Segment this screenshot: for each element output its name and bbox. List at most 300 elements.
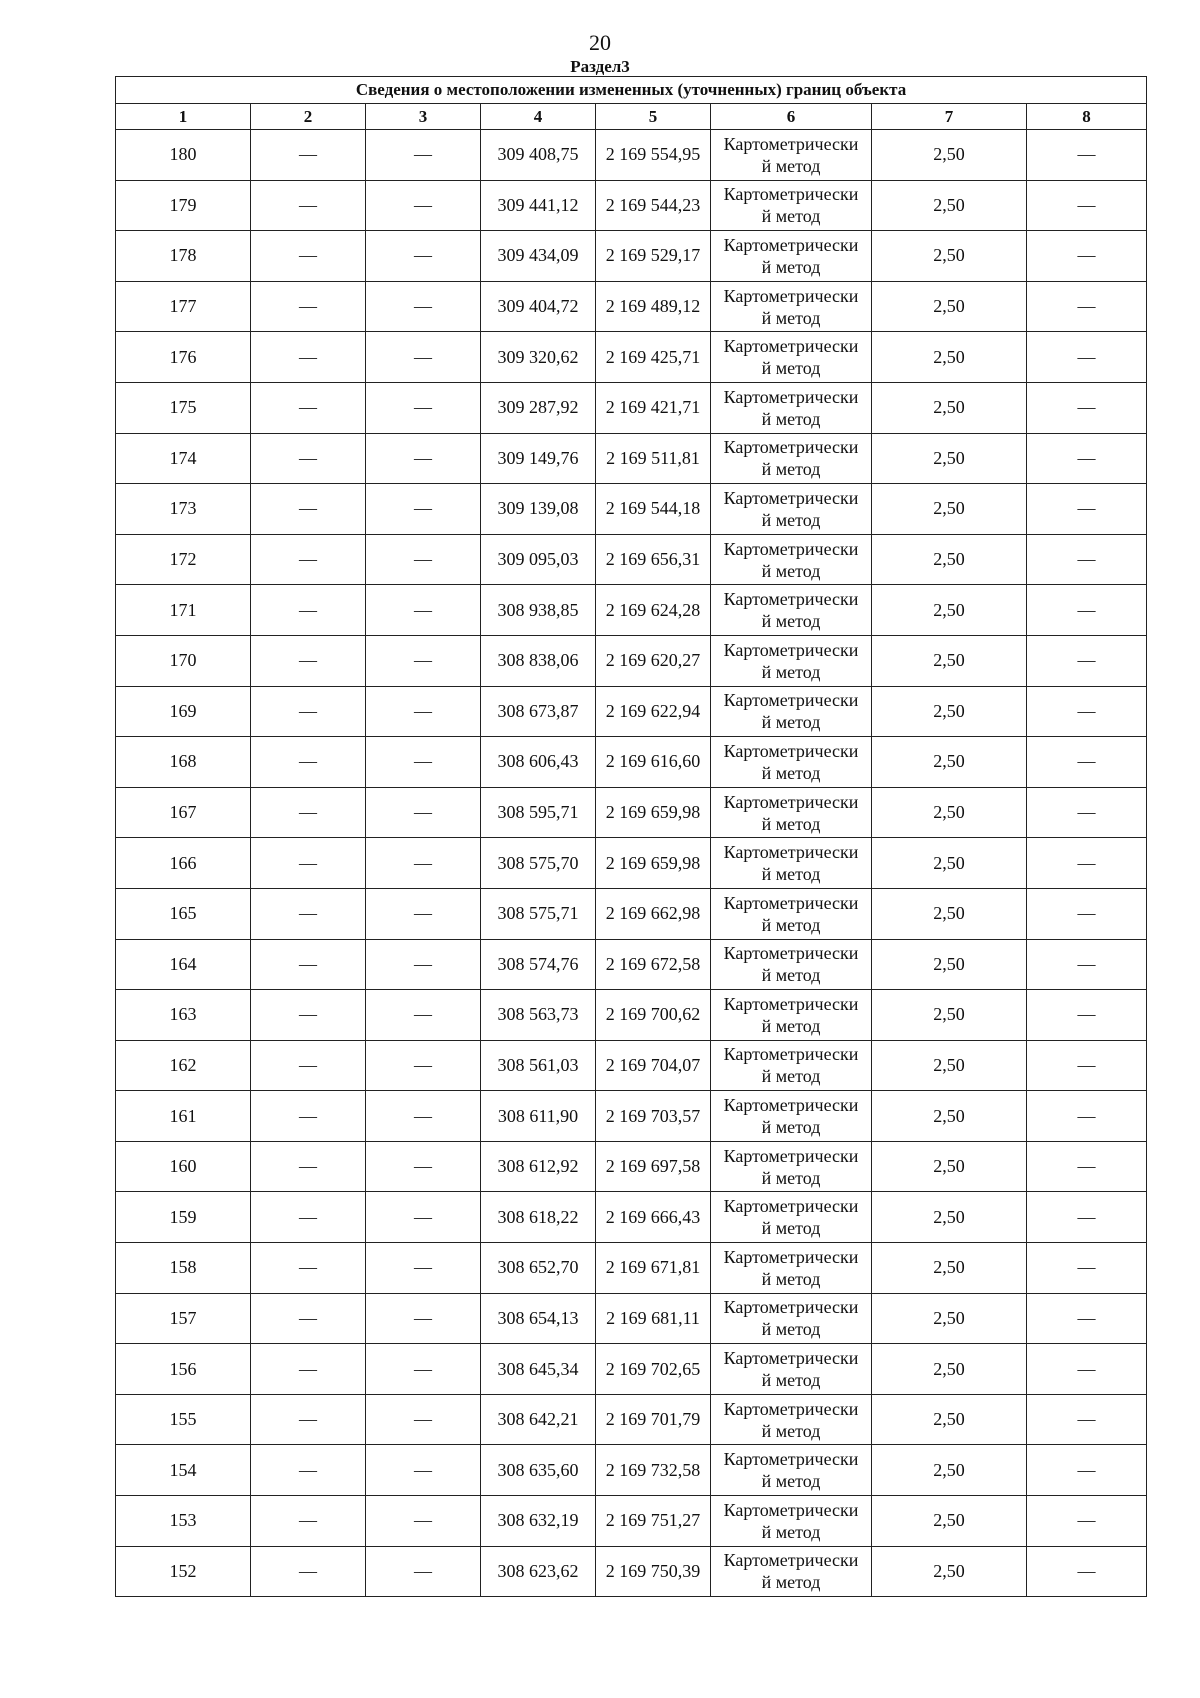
table-row <box>116 1040 1147 1091</box>
y-coordinate-cell: 2 169 751,27 <box>596 1496 711 1547</box>
dash-cell: — <box>251 1344 366 1395</box>
method-line-1: Картометрически <box>723 437 859 458</box>
table-row <box>116 1091 1147 1142</box>
dash-cell: — <box>1027 1243 1147 1294</box>
table-row <box>116 180 1147 231</box>
method-cell <box>711 281 872 332</box>
dash-cell: — <box>251 990 366 1041</box>
method-line-2: й метод <box>761 1066 821 1087</box>
dash-cell: — <box>1027 838 1147 889</box>
accuracy-cell: 2,50 <box>872 939 1027 990</box>
method-cell <box>711 332 872 383</box>
dash-cell: — <box>366 1192 481 1243</box>
accuracy-cell: 2,50 <box>872 1546 1027 1597</box>
dash-cell: — <box>251 838 366 889</box>
y-coordinate-cell: 2 169 702,65 <box>596 1344 711 1395</box>
dash-cell: — <box>1027 635 1147 686</box>
accuracy-cell: 2,50 <box>872 888 1027 939</box>
accuracy-cell: 2,50 <box>872 1344 1027 1395</box>
table-row <box>116 130 1147 181</box>
dash-cell: — <box>366 332 481 383</box>
dash-cell: — <box>251 1243 366 1294</box>
method-line-2: й метод <box>761 358 821 379</box>
accuracy-cell: 2,50 <box>872 433 1027 484</box>
method-line-2: й метод <box>761 712 821 733</box>
method-line-1: Картометрически <box>723 892 859 913</box>
method-cell <box>711 484 872 535</box>
accuracy-cell: 2,50 <box>872 1091 1027 1142</box>
dash-cell: — <box>1027 1091 1147 1142</box>
method-line-2: й метод <box>761 914 821 935</box>
method-line-2: й метод <box>761 661 821 682</box>
method-line-1: Картометрически <box>723 1297 859 1318</box>
dash-cell: — <box>366 1445 481 1496</box>
method-line-1: Картометрически <box>723 487 859 508</box>
x-coordinate-cell: 308 652,70 <box>481 1243 596 1294</box>
x-coordinate-cell: 308 563,73 <box>481 990 596 1041</box>
dash-cell: — <box>251 382 366 433</box>
dash-cell: — <box>251 939 366 990</box>
x-coordinate-cell: 309 408,75 <box>481 130 596 181</box>
method-line-1: Картометрически <box>723 943 859 964</box>
method-line-1: Картометрически <box>723 740 859 761</box>
point-number-cell: 160 <box>116 1141 251 1192</box>
table-row <box>116 1141 1147 1192</box>
method-line-2: й метод <box>761 1521 821 1542</box>
method-line-2: й метод <box>761 611 821 632</box>
accuracy-cell: 2,50 <box>872 484 1027 535</box>
accuracy-cell: 2,50 <box>872 382 1027 433</box>
method-line-1: Картометрически <box>723 1095 859 1116</box>
dash-cell: — <box>1027 332 1147 383</box>
method-cell <box>711 1394 872 1445</box>
dash-cell: — <box>366 838 481 889</box>
column-header: 5 <box>596 104 711 130</box>
method-line-1: Картометрически <box>723 336 859 357</box>
dash-cell: — <box>366 888 481 939</box>
point-number-cell: 175 <box>116 382 251 433</box>
dash-cell: — <box>366 787 481 838</box>
point-number-cell: 173 <box>116 484 251 535</box>
y-coordinate-cell: 2 169 544,18 <box>596 484 711 535</box>
method-cell <box>711 433 872 484</box>
method-cell <box>711 130 872 181</box>
page-number: 20 <box>589 30 611 55</box>
accuracy-cell: 2,50 <box>872 231 1027 282</box>
accuracy-cell: 2,50 <box>872 1394 1027 1445</box>
dash-cell: — <box>1027 1394 1147 1445</box>
point-number-cell: 158 <box>116 1243 251 1294</box>
dash-cell: — <box>366 686 481 737</box>
point-number-cell: 155 <box>116 1394 251 1445</box>
dash-cell: — <box>251 888 366 939</box>
method-cell <box>711 1445 872 1496</box>
dash-cell: — <box>366 130 481 181</box>
dash-cell: — <box>251 433 366 484</box>
x-coordinate-cell: 308 623,62 <box>481 1546 596 1597</box>
method-line-1: Картометрически <box>723 1044 859 1065</box>
point-number-cell: 172 <box>116 534 251 585</box>
dash-cell: — <box>251 635 366 686</box>
y-coordinate-cell: 2 169 701,79 <box>596 1394 711 1445</box>
x-coordinate-cell: 308 611,90 <box>481 1091 596 1142</box>
method-line-2: й метод <box>761 1117 821 1138</box>
y-coordinate-cell: 2 169 666,43 <box>596 1192 711 1243</box>
x-coordinate-cell: 309 139,08 <box>481 484 596 535</box>
dash-cell: — <box>251 737 366 788</box>
accuracy-cell: 2,50 <box>872 585 1027 636</box>
point-number-cell: 179 <box>116 180 251 231</box>
dash-cell: — <box>251 787 366 838</box>
dash-cell: — <box>1027 990 1147 1041</box>
method-cell <box>711 231 872 282</box>
point-number-cell: 170 <box>116 635 251 686</box>
y-coordinate-cell: 2 169 616,60 <box>596 737 711 788</box>
dash-cell: — <box>1027 787 1147 838</box>
method-line-2: й метод <box>761 762 821 783</box>
y-coordinate-cell: 2 169 681,11 <box>596 1293 711 1344</box>
x-coordinate-cell: 309 320,62 <box>481 332 596 383</box>
dash-cell: — <box>1027 686 1147 737</box>
x-coordinate-cell: 308 561,03 <box>481 1040 596 1091</box>
dash-cell: — <box>366 231 481 282</box>
dash-cell: — <box>1027 1192 1147 1243</box>
point-number-cell: 167 <box>116 787 251 838</box>
column-header: 8 <box>1027 104 1147 130</box>
dash-cell: — <box>1027 1344 1147 1395</box>
dash-cell: — <box>251 1040 366 1091</box>
dash-cell: — <box>1027 433 1147 484</box>
point-number-cell: 177 <box>116 281 251 332</box>
y-coordinate-cell: 2 169 732,58 <box>596 1445 711 1496</box>
method-line-1: Картометрически <box>723 538 859 559</box>
dash-cell: — <box>366 585 481 636</box>
dash-cell: — <box>366 1141 481 1192</box>
method-line-2: й метод <box>761 256 821 277</box>
x-coordinate-cell: 308 612,92 <box>481 1141 596 1192</box>
y-coordinate-cell: 2 169 672,58 <box>596 939 711 990</box>
table-row <box>116 888 1147 939</box>
dash-cell: — <box>366 990 481 1041</box>
table-row <box>116 484 1147 535</box>
y-coordinate-cell: 2 169 671,81 <box>596 1243 711 1294</box>
point-number-cell: 176 <box>116 332 251 383</box>
table-row <box>116 332 1147 383</box>
method-cell <box>711 737 872 788</box>
method-line-2: й метод <box>761 1268 821 1289</box>
method-line-1: Картометрически <box>723 1348 859 1369</box>
table-row <box>116 787 1147 838</box>
column-header: 6 <box>711 104 872 130</box>
dash-cell: — <box>366 737 481 788</box>
point-number-cell: 159 <box>116 1192 251 1243</box>
y-coordinate-cell: 2 169 659,98 <box>596 787 711 838</box>
point-number-cell: 180 <box>116 130 251 181</box>
table-row <box>116 534 1147 585</box>
y-coordinate-cell: 2 169 554,95 <box>596 130 711 181</box>
method-line-1: Картометрически <box>723 1499 859 1520</box>
point-number-cell: 169 <box>116 686 251 737</box>
y-coordinate-cell: 2 169 544,23 <box>596 180 711 231</box>
x-coordinate-cell: 309 404,72 <box>481 281 596 332</box>
y-coordinate-cell: 2 169 704,07 <box>596 1040 711 1091</box>
method-line-2: й метод <box>761 965 821 986</box>
y-coordinate-cell: 2 169 425,71 <box>596 332 711 383</box>
table-row <box>116 737 1147 788</box>
point-number-cell: 163 <box>116 990 251 1041</box>
column-header: 1 <box>116 104 251 130</box>
point-number-cell: 157 <box>116 1293 251 1344</box>
dash-cell: — <box>1027 1141 1147 1192</box>
accuracy-cell: 2,50 <box>872 1040 1027 1091</box>
method-line-1: Картометрически <box>723 589 859 610</box>
method-cell <box>711 585 872 636</box>
dash-cell: — <box>366 1293 481 1344</box>
boundary-coordinates-table <box>115 76 1147 1597</box>
method-line-2: й метод <box>761 1218 821 1239</box>
method-line-2: й метод <box>761 1167 821 1188</box>
y-coordinate-cell: 2 169 662,98 <box>596 888 711 939</box>
point-number-cell: 174 <box>116 433 251 484</box>
table-row <box>116 281 1147 332</box>
accuracy-cell: 2,50 <box>872 737 1027 788</box>
table-row <box>116 382 1147 433</box>
point-number-cell: 156 <box>116 1344 251 1395</box>
method-line-2: й метод <box>761 1471 821 1492</box>
method-cell <box>711 686 872 737</box>
method-cell <box>711 1091 872 1142</box>
method-cell <box>711 939 872 990</box>
x-coordinate-cell: 309 434,09 <box>481 231 596 282</box>
dash-cell: — <box>251 180 366 231</box>
table-row <box>116 1192 1147 1243</box>
method-cell <box>711 1546 872 1597</box>
dash-cell: — <box>366 1091 481 1142</box>
dash-cell: — <box>366 433 481 484</box>
x-coordinate-cell: 308 575,71 <box>481 888 596 939</box>
x-coordinate-cell: 309 441,12 <box>481 180 596 231</box>
dash-cell: — <box>366 939 481 990</box>
y-coordinate-cell: 2 169 421,71 <box>596 382 711 433</box>
x-coordinate-cell: 308 635,60 <box>481 1445 596 1496</box>
method-cell <box>711 990 872 1041</box>
accuracy-cell: 2,50 <box>872 281 1027 332</box>
table-row <box>116 990 1147 1041</box>
table-row <box>116 838 1147 889</box>
dash-cell: — <box>251 231 366 282</box>
x-coordinate-cell: 308 595,71 <box>481 787 596 838</box>
method-cell <box>711 1293 872 1344</box>
method-cell <box>711 1040 872 1091</box>
method-line-2: й метод <box>761 1370 821 1391</box>
table-row <box>116 231 1147 282</box>
column-header: 3 <box>366 104 481 130</box>
section-title: Раздел3 <box>570 57 630 76</box>
method-line-1: Картометрически <box>723 234 859 255</box>
accuracy-cell: 2,50 <box>872 686 1027 737</box>
accuracy-cell: 2,50 <box>872 130 1027 181</box>
method-line-2: й метод <box>761 1015 821 1036</box>
point-number-cell: 171 <box>116 585 251 636</box>
dash-cell: — <box>1027 1040 1147 1091</box>
dash-cell: — <box>1027 484 1147 535</box>
table-row <box>116 635 1147 686</box>
dash-cell: — <box>251 585 366 636</box>
accuracy-cell: 2,50 <box>872 332 1027 383</box>
dash-cell: — <box>1027 1293 1147 1344</box>
accuracy-cell: 2,50 <box>872 1293 1027 1344</box>
dash-cell: — <box>251 332 366 383</box>
x-coordinate-cell: 308 642,21 <box>481 1394 596 1445</box>
x-coordinate-cell: 309 287,92 <box>481 382 596 433</box>
table-caption: Сведения о местоположении измененных (уточненных) границ объекта <box>116 77 1147 104</box>
dash-cell: — <box>1027 1546 1147 1597</box>
table-row <box>116 1293 1147 1344</box>
dash-cell: — <box>251 1546 366 1597</box>
point-number-cell: 152 <box>116 1546 251 1597</box>
column-header: 4 <box>481 104 596 130</box>
dash-cell: — <box>251 1445 366 1496</box>
method-line-1: Картометрически <box>723 1449 859 1470</box>
x-coordinate-cell: 308 838,06 <box>481 635 596 686</box>
y-coordinate-cell: 2 169 659,98 <box>596 838 711 889</box>
point-number-cell: 161 <box>116 1091 251 1142</box>
method-line-1: Картометрически <box>723 1246 859 1267</box>
dash-cell: — <box>1027 888 1147 939</box>
y-coordinate-cell: 2 169 697,58 <box>596 1141 711 1192</box>
dash-cell: — <box>251 281 366 332</box>
table-row <box>116 1243 1147 1294</box>
x-coordinate-cell: 308 618,22 <box>481 1192 596 1243</box>
method-line-2: й метод <box>761 1319 821 1340</box>
dash-cell: — <box>366 1496 481 1547</box>
dash-cell: — <box>366 1243 481 1294</box>
dash-cell: — <box>1027 281 1147 332</box>
dash-cell: — <box>251 130 366 181</box>
method-cell <box>711 1192 872 1243</box>
dash-cell: — <box>251 1192 366 1243</box>
method-line-1: Картометрически <box>723 1145 859 1166</box>
method-cell <box>711 1243 872 1294</box>
table-row <box>116 433 1147 484</box>
y-coordinate-cell: 2 169 622,94 <box>596 686 711 737</box>
dash-cell: — <box>366 1040 481 1091</box>
method-line-1: Картометрически <box>723 285 859 306</box>
dash-cell: — <box>251 484 366 535</box>
dash-cell: — <box>1027 180 1147 231</box>
accuracy-cell: 2,50 <box>872 180 1027 231</box>
dash-cell: — <box>1027 585 1147 636</box>
dash-cell: — <box>251 1293 366 1344</box>
x-coordinate-cell: 308 645,34 <box>481 1344 596 1395</box>
dash-cell: — <box>366 382 481 433</box>
y-coordinate-cell: 2 169 700,62 <box>596 990 711 1041</box>
accuracy-cell: 2,50 <box>872 534 1027 585</box>
x-coordinate-cell: 308 632,19 <box>481 1496 596 1547</box>
method-line-1: Картометрически <box>723 133 859 154</box>
x-coordinate-cell: 308 654,13 <box>481 1293 596 1344</box>
dash-cell: — <box>1027 1445 1147 1496</box>
point-number-cell: 178 <box>116 231 251 282</box>
table-row <box>116 686 1147 737</box>
point-number-cell: 165 <box>116 888 251 939</box>
dash-cell: — <box>1027 939 1147 990</box>
dash-cell: — <box>1027 737 1147 788</box>
method-line-2: й метод <box>761 1572 821 1593</box>
accuracy-cell: 2,50 <box>872 1243 1027 1294</box>
dash-cell: — <box>1027 534 1147 585</box>
dash-cell: — <box>1027 1496 1147 1547</box>
method-line-1: Картометрически <box>723 1398 859 1419</box>
dash-cell: — <box>1027 231 1147 282</box>
method-line-1: Картометрически <box>723 1196 859 1217</box>
table-row <box>116 1344 1147 1395</box>
method-cell <box>711 635 872 686</box>
dash-cell: — <box>1027 130 1147 181</box>
point-number-cell: 164 <box>116 939 251 990</box>
y-coordinate-cell: 2 169 529,17 <box>596 231 711 282</box>
method-line-1: Картометрически <box>723 184 859 205</box>
dash-cell: — <box>251 1091 366 1142</box>
method-line-2: й метод <box>761 307 821 328</box>
accuracy-cell: 2,50 <box>872 635 1027 686</box>
y-coordinate-cell: 2 169 620,27 <box>596 635 711 686</box>
column-header: 2 <box>251 104 366 130</box>
method-cell <box>711 382 872 433</box>
method-cell <box>711 838 872 889</box>
method-cell <box>711 1141 872 1192</box>
point-number-cell: 162 <box>116 1040 251 1091</box>
column-header: 7 <box>872 104 1027 130</box>
table-row <box>116 1546 1147 1597</box>
method-line-1: Картометрически <box>723 690 859 711</box>
y-coordinate-cell: 2 169 656,31 <box>596 534 711 585</box>
method-line-2: й метод <box>761 459 821 480</box>
table-row <box>116 1496 1147 1547</box>
x-coordinate-cell: 308 938,85 <box>481 585 596 636</box>
x-coordinate-cell: 308 606,43 <box>481 737 596 788</box>
point-number-cell: 168 <box>116 737 251 788</box>
method-line-1: Картометрически <box>723 842 859 863</box>
dash-cell: — <box>251 1394 366 1445</box>
x-coordinate-cell: 309 095,03 <box>481 534 596 585</box>
accuracy-cell: 2,50 <box>872 1496 1027 1547</box>
accuracy-cell: 2,50 <box>872 1141 1027 1192</box>
method-cell <box>711 888 872 939</box>
method-line-2: й метод <box>761 813 821 834</box>
dash-cell: — <box>366 534 481 585</box>
method-cell <box>711 787 872 838</box>
accuracy-cell: 2,50 <box>872 1445 1027 1496</box>
method-line-1: Картометрически <box>723 1550 859 1571</box>
table-row <box>116 585 1147 636</box>
accuracy-cell: 2,50 <box>872 990 1027 1041</box>
y-coordinate-cell: 2 169 511,81 <box>596 433 711 484</box>
method-cell <box>711 180 872 231</box>
accuracy-cell: 2,50 <box>872 1192 1027 1243</box>
point-number-cell: 166 <box>116 838 251 889</box>
dash-cell: — <box>251 1141 366 1192</box>
x-coordinate-cell: 308 574,76 <box>481 939 596 990</box>
method-line-2: й метод <box>761 509 821 530</box>
method-line-2: й метод <box>761 155 821 176</box>
method-line-2: й метод <box>761 560 821 581</box>
x-coordinate-cell: 308 673,87 <box>481 686 596 737</box>
dash-cell: — <box>366 180 481 231</box>
method-cell <box>711 1344 872 1395</box>
table-row <box>116 1445 1147 1496</box>
dash-cell: — <box>251 534 366 585</box>
